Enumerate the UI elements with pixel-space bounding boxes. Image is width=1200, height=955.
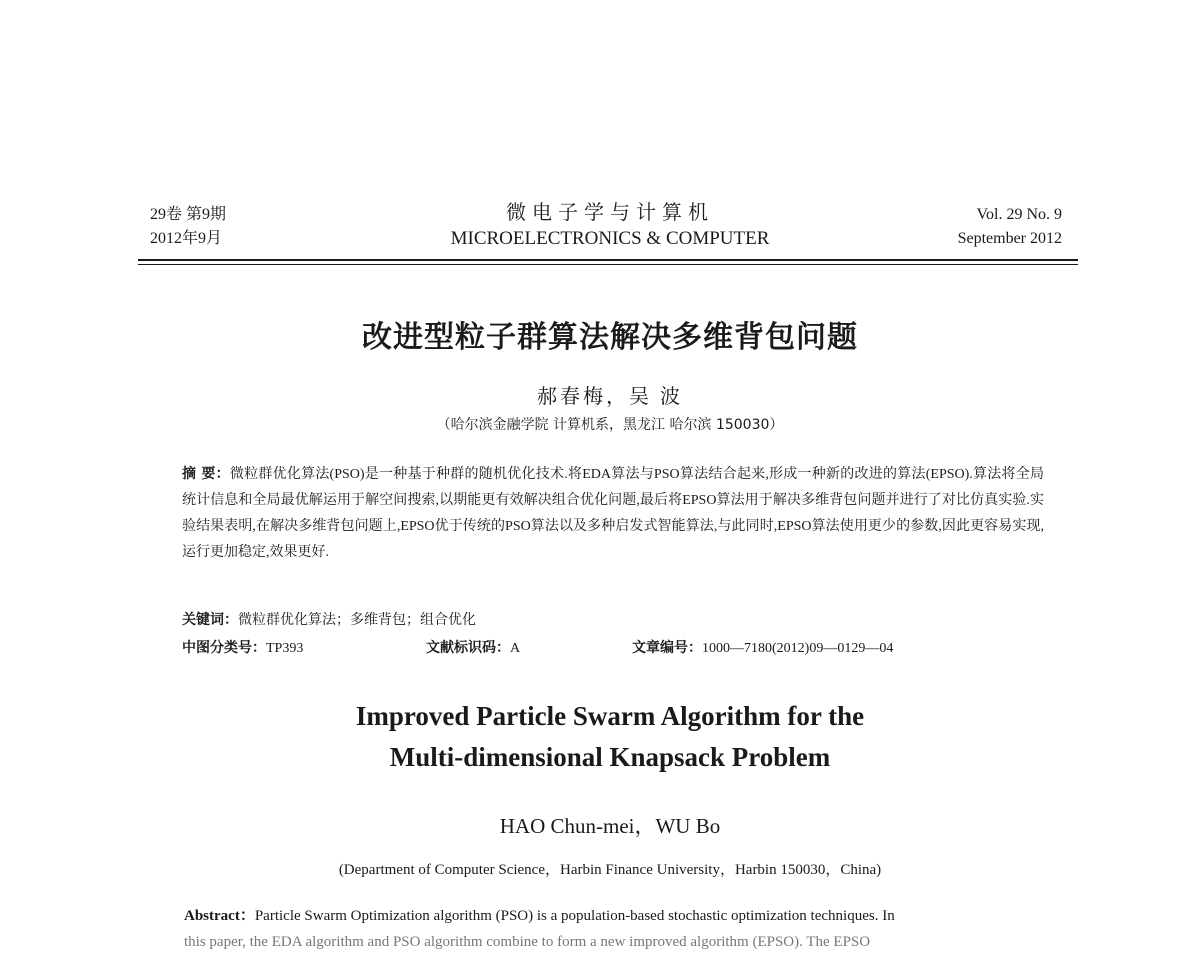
affiliation-en: (Department of Computer Science，Harbin Finance University，Harbin 150030，China) [338, 862, 882, 878]
affiliation-cn: （哈尔滨金融学院 计算机系，黑龙江 哈尔滨 150030） [436, 417, 784, 433]
abstract-en [184, 903, 1044, 955]
abstract-en-label: Abstract： [184, 908, 255, 924]
keywords-cn [182, 608, 1044, 633]
doc-code-group [426, 636, 632, 661]
clc-group [182, 636, 426, 661]
authors-cn: 郝春梅，吴 波 [537, 386, 683, 408]
article-number-value: 1000—7180(2012)09—0129—04 [702, 641, 894, 656]
paper-title-en [200, 696, 1020, 778]
abstract-en-text: Particle Swarm Optimization algorithm (PSO) is a population-based stochastic optimization techniques. In [254, 908, 895, 924]
paper-title-en-line1: Improved Particle Swarm Algorithm for the [355, 701, 865, 731]
clc-value: TP393 [266, 641, 304, 656]
doc-code-label: 文献标识码： [426, 640, 510, 656]
paper-title-en-line2: Multi-dimensional Knapsack Problem [389, 742, 831, 772]
journal-title-cn: 微电子学与计算机 [506, 202, 714, 224]
header-volume-info [150, 203, 290, 251]
clc-label: 中图分类号： [182, 640, 266, 656]
journal-title-block [380, 200, 840, 252]
header-rule-thin [138, 264, 1078, 265]
classification-line [182, 636, 1044, 661]
abstract-en-text-cut: this paper, the EDA algorithm and PSO algorithm combine to form a new improved algorithm (EPSO). The EPSO [184, 934, 871, 950]
date-en: September 2012 [957, 230, 1062, 247]
volume-cn: 29卷 第9期 [150, 206, 227, 223]
header-issue-info [900, 203, 1062, 251]
abstract-cn-label: 摘 要： [182, 466, 230, 482]
article-number-label: 文章编号： [632, 640, 702, 656]
keywords-cn-label: 关键词： [182, 612, 238, 628]
doc-code-value: A [510, 641, 521, 656]
article-number-group [632, 636, 893, 661]
keywords-cn-text: 微粒群优化算法；多维背包；组合优化 [238, 613, 476, 628]
header-rule-thick [138, 259, 1078, 261]
abstract-cn [182, 461, 1044, 566]
journal-title-en: MICROELECTRONICS & COMPUTER [450, 228, 770, 249]
authors-en: HAO Chun-mei，WU Bo [499, 814, 721, 838]
abstract-cn-text: 微粒群优化算法(PSO)是一种基于种群的随机优化技术.将EDA算法与PSO算法结合起来,形成一种新的改进的算法(EPSO).算法将全局统计信息和全局最优解运用于解空间搜索,以期能更有效解决组合优化问题,最后将EPSO算法用于解决多维背包问题并进行了对比仿真实验.实验结果表明,在解决多维背包问题上,EPSO优于传统的PSO算法以及多种启发式智能算法,与此同时,EPSO算法使用更少的参数,因此更容易实现,运行更加稳定,效果更好. [182, 467, 1044, 560]
date-cn: 2012年9月 [150, 230, 223, 247]
paper-title-cn: 改进型粒子群算法解决多维背包问题 [362, 320, 858, 355]
volume-en: Vol. 29 No. 9 [976, 206, 1062, 223]
